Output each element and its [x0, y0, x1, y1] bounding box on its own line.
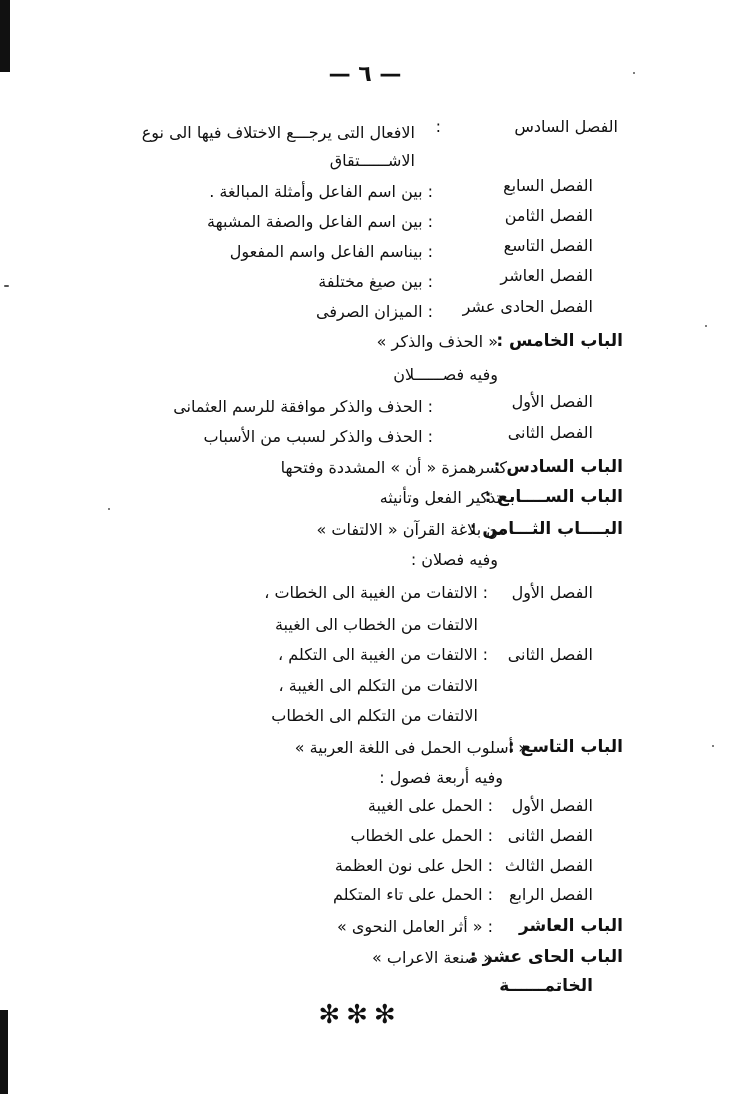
scan-speck — [633, 72, 635, 74]
chapter-title-continued: الالتفات من التكلم الى الغيبة ، — [278, 676, 478, 695]
chapter-title-continued: الاشــــــتقاق — [329, 151, 415, 170]
chapter-label: الفصل الأول — [511, 583, 593, 602]
scan-speck — [108, 508, 110, 510]
chapter-label: الفصل الثامن — [504, 206, 593, 225]
scan-edge-mark — [0, 1010, 8, 1094]
chapter-label: الفصل العاشر — [500, 266, 593, 285]
section-subtitle: وفيه أربعة فصول : — [379, 768, 503, 787]
section-label: الباب السادس : — [493, 457, 623, 477]
section-title: من بلاغة القرآن « الالتفات » — [316, 520, 507, 539]
chapter-title: : الحل على نون العظمة — [334, 856, 493, 875]
chapter-title: : الحذف والذكر موافقة للرسم العثمانى — [173, 397, 433, 416]
chapter-title: : الالتفات من الغيبة الى التكلم ، — [278, 645, 488, 664]
section-label: الباب التاسع : — [507, 737, 623, 757]
chapter-title: : الالتفات من الغيبة الى الخطات ، — [264, 583, 488, 602]
section-label: الباب الخامس : — [496, 331, 623, 351]
chapter-label: الفصل الحادى عشر — [462, 297, 593, 316]
section-title: « أسلوب الحمل فى اللغة العربية » — [294, 738, 528, 757]
section-subtitle: وفيه فصــــــلان — [393, 365, 498, 384]
separator: : — [435, 117, 441, 136]
section-label: البــــاب الثـــامن : — [469, 519, 623, 539]
scan-speck — [712, 745, 714, 747]
chapter-label: الفصل الثانى — [507, 423, 593, 442]
section-label: الباب الحاى عشر : — [469, 947, 623, 967]
section-subtitle: وفيه فصلان : — [410, 550, 498, 569]
chapter-title-continued: الالتفات من الخطاب الى الغيبة — [274, 615, 478, 634]
section-title: تذكير الفعل وتأنيثه — [379, 488, 501, 507]
chapter-label: الفصل الثانى — [507, 826, 593, 845]
chapter-label: الفصل الأول — [511, 392, 593, 411]
chapter-title: : بين صيغ مختلفة — [318, 272, 433, 291]
chapter-title: الافعال التى يرجـــع الاختلاف فيها الى نوع — [141, 123, 415, 142]
section-label: الباب الســــابع : — [484, 487, 623, 507]
chapter-label: الفصل التاسع — [503, 236, 593, 255]
chapter-title: : الحذف والذكر لسبب من الأسباب — [203, 427, 433, 446]
section-title: كسرهمزة « أن » المشددة وفتحها — [280, 458, 507, 477]
chapter-label: الفصل الرابع — [508, 885, 593, 904]
chapter-title: : بين اسم الفاعل والصفة المشبهة — [207, 212, 433, 231]
section-title: « صنعة الاعراب » — [372, 948, 493, 967]
page-number: — ٦ — — [328, 62, 402, 87]
chapter-title: : الحمل على الغيبة — [367, 796, 493, 815]
chapter-label: الفصل السادس — [514, 117, 618, 136]
ornament-stars: ✻✻✻ — [318, 1000, 402, 1030]
chapter-title-continued: الالتفات من التكلم الى الخطاب — [271, 706, 478, 725]
chapter-title: : بيناسم الفاعل واسم المفعول — [229, 242, 433, 261]
section-title: « الحذف والذكر » — [376, 332, 498, 351]
section-label: الباب العاشر — [518, 916, 623, 936]
chapter-title: : الميزان الصرفى — [316, 302, 433, 321]
chapter-title: : بين اسم الفاعل وأمثلة المبالغة . — [209, 182, 433, 201]
chapter-label: الفصل السابع — [503, 176, 593, 195]
scan-speck — [4, 285, 9, 287]
chapter-label: الفصل الثالث — [504, 856, 593, 875]
chapter-label: الفصل الأول — [511, 796, 593, 815]
scan-speck — [705, 325, 707, 327]
scan-edge-mark — [0, 0, 10, 72]
chapter-title: : الحمل على تاء المتكلم — [333, 885, 493, 904]
section-title: : « أثر العامل النحوى » — [337, 917, 493, 936]
conclusion-heading: الخاتمــــــة — [499, 976, 593, 996]
chapter-label: الفصل الثانى — [507, 645, 593, 664]
chapter-title: : الحمل على الخطاب — [350, 826, 493, 845]
